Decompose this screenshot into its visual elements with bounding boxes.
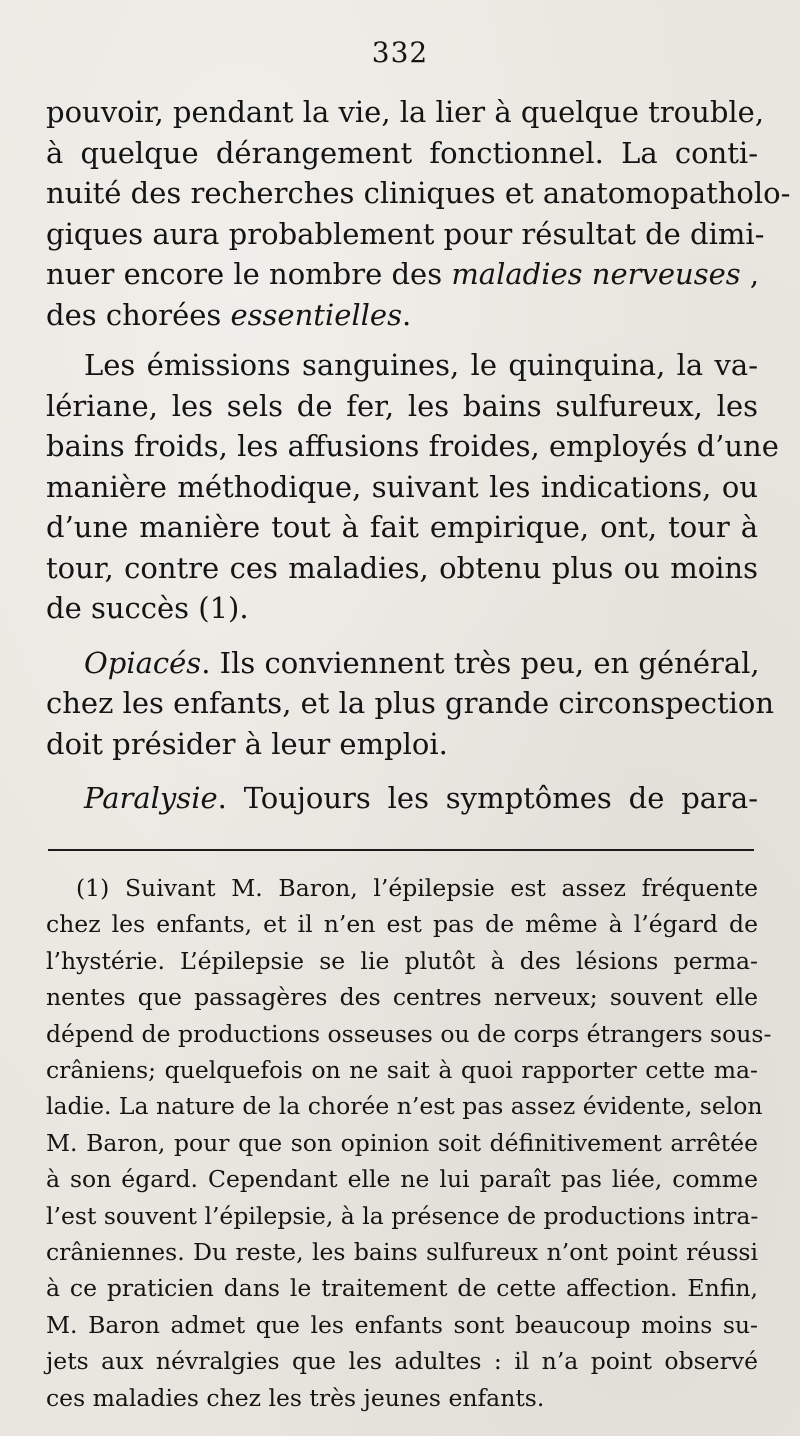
text-line: lériane, les sels de fer, les bains sulfureux, les (46, 388, 758, 423)
footnote-line: nentes que passagères des centres nerveux; souvent elle (46, 983, 758, 1012)
footnote-line: jets aux névralgies que les adultes : il n’a point observé (46, 1347, 758, 1376)
text-segment: . Ils conviennent très peu, en général, (201, 645, 760, 680)
footnote-line: crâniennes. Du reste, les bains sulfureux n’ont point réussi (46, 1238, 758, 1267)
footnote-line: l’est souvent l’épilepsie, à la présence de productions intra- (46, 1201, 759, 1230)
footnote-line: chez les enfants, et il n’en est pas de même à l’égard de (46, 910, 758, 939)
footnote-line: à ce praticien dans le traitement de cette affection. Enfin, (46, 1274, 758, 1303)
paragraph-1 (46, 92, 791, 335)
paragraph-3 (46, 643, 775, 765)
footnote-line: l’hystérie. L’épilepsie se lie plutôt à des lésions perma- (46, 946, 758, 975)
text-line: tour, contre ces maladies, obtenu plus ou moins (46, 550, 758, 585)
italic-term: maladies nerveuses (451, 257, 741, 291)
text-line: de succès (1). (46, 591, 249, 625)
text-line: manière méthodique, suivant les indications, ou (46, 469, 758, 504)
text-line: nuité des recherches cliniques et anatomopatholo- (46, 176, 791, 210)
footnote-line: ladie. La nature de la chorée n’est pas assez évidente, selon (46, 1092, 763, 1121)
text-line: à quelque dérangement fonctionnel. La conti- (46, 135, 758, 170)
punctuation: , (749, 257, 760, 291)
text-line: pouvoir, pendant la vie, la lier à quelque trouble, (46, 95, 765, 129)
section-heading: Opiacés (84, 645, 202, 680)
paragraph-4 (46, 778, 758, 819)
text-line: chez les enfants, et la plus grande circonspection (46, 686, 775, 720)
text-line: doit présider à leur emploi. (46, 726, 448, 761)
footnote-line: à son égard. Cependant elle ne lui paraît pas liée, comme (46, 1165, 758, 1194)
text-line: d’une manière tout à fait empirique, ont, tour à (46, 510, 758, 544)
section-heading: Paralysie (84, 781, 218, 815)
footnote-line: crâniens; quelquefois on ne sait à quoi rapporter cette ma- (46, 1056, 758, 1085)
footnote-line (46, 870, 758, 906)
text-segment: . Toujours les symptômes de para- (217, 781, 758, 815)
text-line-with-heading (46, 778, 758, 819)
text-segment: Suivant M. Baron, l’épilepsie est assez fréquente (109, 874, 758, 902)
text-segment: des chorées (46, 297, 231, 332)
footnote (46, 870, 772, 1416)
footnote-line: dépend de productions osseuses ou de corps étrangers sous- (46, 1019, 772, 1048)
footnote-line: ces maladies chez les très jeunes enfants. (46, 1383, 545, 1412)
punctuation: . (401, 297, 412, 332)
text-line: giques aura probablement pour résultat de dimi- (46, 216, 765, 251)
italic-term: essentielles (230, 297, 402, 332)
main-text (46, 92, 791, 819)
footnote-line: M. Baron, pour que son opinion soit définitivement arrêtée (46, 1128, 758, 1157)
text-line-with-italic (46, 295, 758, 336)
text-line-with-heading (46, 643, 758, 684)
text-line: Les émissions sanguines, le quinquina, la va- (84, 348, 758, 382)
text-segment: nuer encore le nombre des (46, 257, 452, 291)
text-line-with-italic (46, 254, 758, 295)
text-line: bains froids, les affusions froides, employés d’une (46, 429, 779, 463)
footnote-marker: (1) (76, 874, 110, 902)
footnote-line: M. Baron admet que les enfants sont beaucoup moins su- (46, 1310, 758, 1339)
page-number: 332 (371, 36, 429, 69)
paragraph-2 (46, 345, 779, 629)
footnote-separator (48, 849, 754, 851)
